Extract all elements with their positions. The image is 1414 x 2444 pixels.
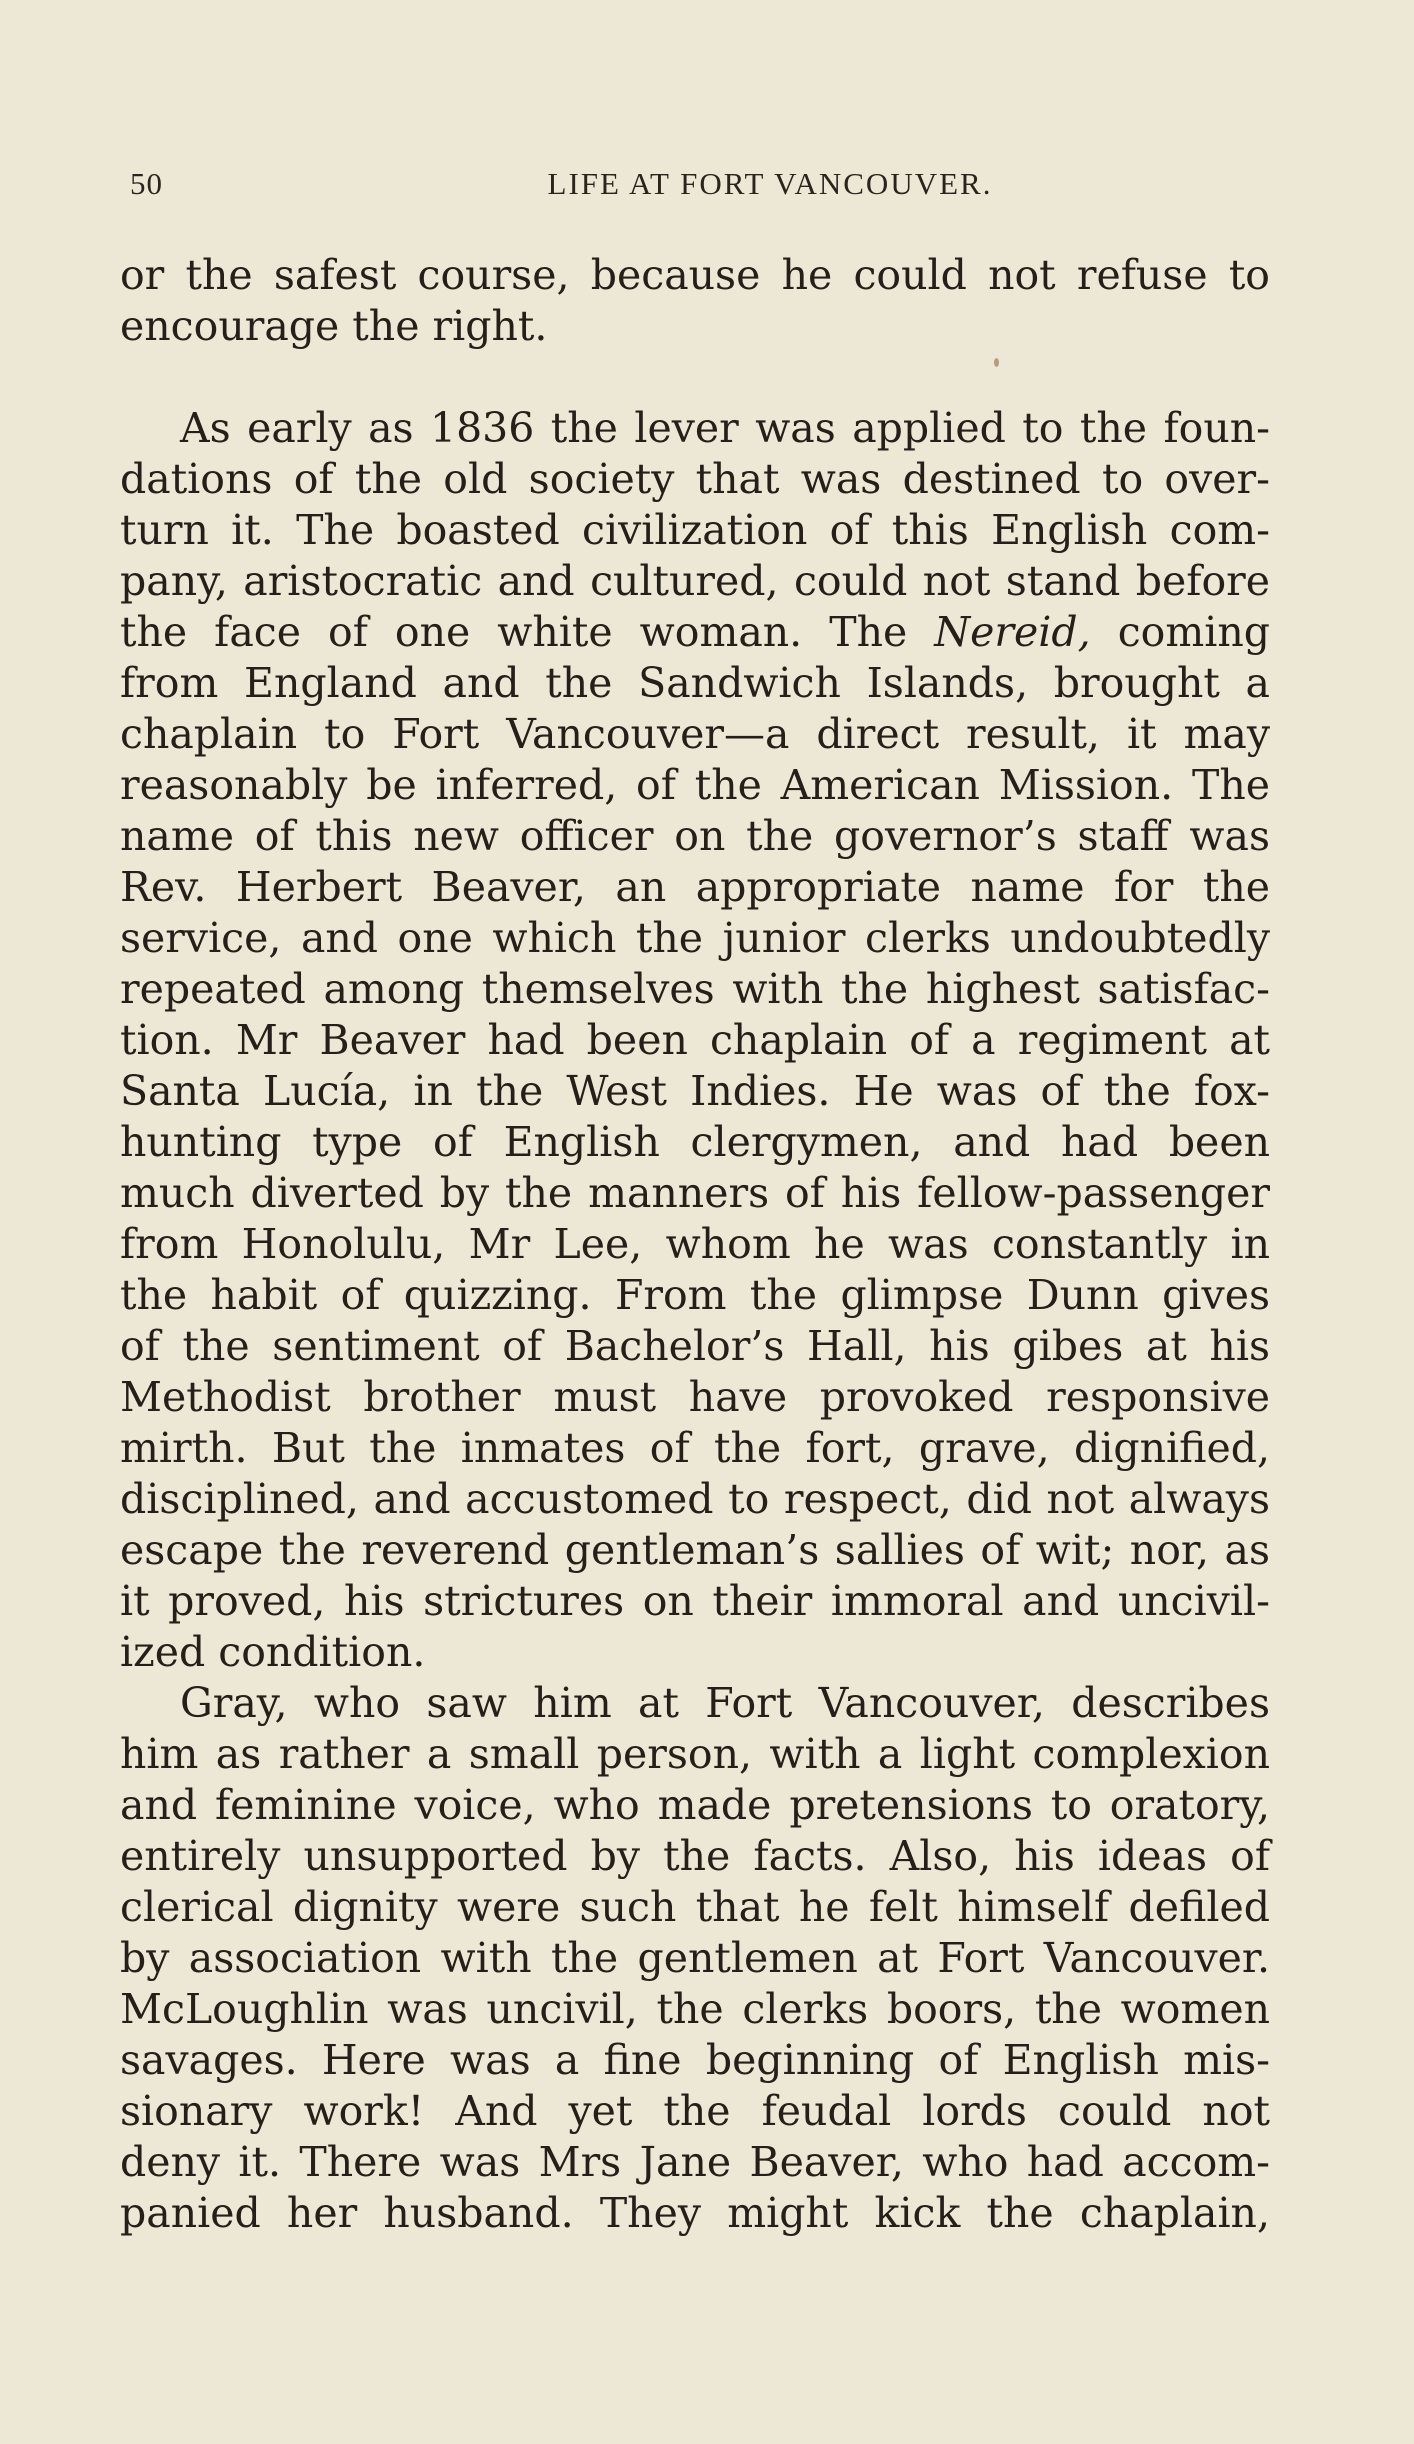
text-line: entirely unsupported by the facts. Also, his ideas of (120, 1832, 1270, 1880)
text-line: disciplined, and accustomed to respect, did not always (120, 1475, 1270, 1523)
text-line: encourage the right. (120, 302, 548, 350)
text-segment: coming (1090, 608, 1270, 656)
text-line: Gray, who saw him at Fort Vancouver, describes (180, 1679, 1270, 1727)
page-number: 50 (130, 166, 163, 201)
body-text (120, 250, 1270, 2239)
text-line: deny it. There was Mrs Jane Beaver, who had accom- (120, 2138, 1270, 2186)
text-line: ized condition. (120, 1628, 426, 1676)
text-line: by association with the gentlemen at Fort Vancouver. (120, 1934, 1270, 1982)
text-line-with-ship-name (120, 607, 1270, 658)
ship-name: Nereid, (934, 608, 1091, 656)
text-line: escape the reverend gentleman’s sallies of wit; nor, as (120, 1526, 1270, 1574)
text-line: Methodist brother must have provoked responsive (120, 1373, 1270, 1421)
text-line: or the safest course, because he could not refuse to (120, 251, 1270, 299)
text-line: the habit of quizzing. From the glimpse Dunn gives (120, 1271, 1270, 1319)
paragraph-gap (120, 352, 1270, 403)
text-line: from England and the Sandwich Islands, brought a (120, 659, 1270, 707)
text-line: dations of the old society that was destined to over- (120, 455, 1270, 503)
text-line: McLoughlin was uncivil, the clerks boors, the women (120, 1985, 1270, 2033)
running-title: LIFE AT FORT VANCOUVER. (547, 166, 993, 201)
page-header (130, 166, 1270, 206)
text-line: clerical dignity were such that he felt himself defiled (120, 1883, 1270, 1931)
text-line: savages. Here was a fine beginning of English mis- (120, 2036, 1270, 2084)
text-line: Rev. Herbert Beaver, an appropriate name for the (120, 863, 1270, 911)
text-line: mirth. But the inmates of the fort, grave, dignified, (120, 1424, 1270, 1472)
text-line: much diverted by the manners of his fellow-passenger (120, 1169, 1270, 1217)
text-line: service, and one which the junior clerks undoubtedly (120, 914, 1270, 962)
text-line: hunting type of English clergymen, and had been (120, 1118, 1270, 1166)
text-line: him as rather a small person, with a light complexion (120, 1730, 1270, 1778)
text-line: panied her husband. They might kick the chaplain, (120, 2189, 1270, 2237)
text-line: turn it. The boasted civilization of this English com- (120, 506, 1270, 554)
text-segment: the face of one white woman. The (120, 608, 935, 656)
text-line: name of this new officer on the governor’s staff was (120, 812, 1270, 860)
text-line: Santa Lucía, in the West Indies. He was of the fox- (120, 1067, 1270, 1115)
text-line: reasonably be inferred, of the American Mission. The (120, 761, 1270, 809)
text-line: chaplain to Fort Vancouver—a direct result, it may (120, 710, 1270, 758)
text-line: sionary work! And yet the feudal lords could not (120, 2087, 1270, 2135)
text-line: As early as 1836 the lever was applied to the foun- (180, 404, 1270, 452)
text-line: and feminine voice, who made pretensions to oratory, (120, 1781, 1270, 1829)
text-line: tion. Mr Beaver had been chaplain of a regiment at (120, 1016, 1270, 1064)
text-line: of the sentiment of Bachelor’s Hall, his gibes at his (120, 1322, 1270, 1370)
text-line: it proved, his strictures on their immoral and uncivil- (120, 1577, 1270, 1625)
text-line: repeated among themselves with the highest satisfac- (120, 965, 1270, 1013)
text-line: from Honolulu, Mr Lee, whom he was constantly in (120, 1220, 1270, 1268)
text-line: pany, aristocratic and cultured, could not stand before (120, 557, 1270, 605)
